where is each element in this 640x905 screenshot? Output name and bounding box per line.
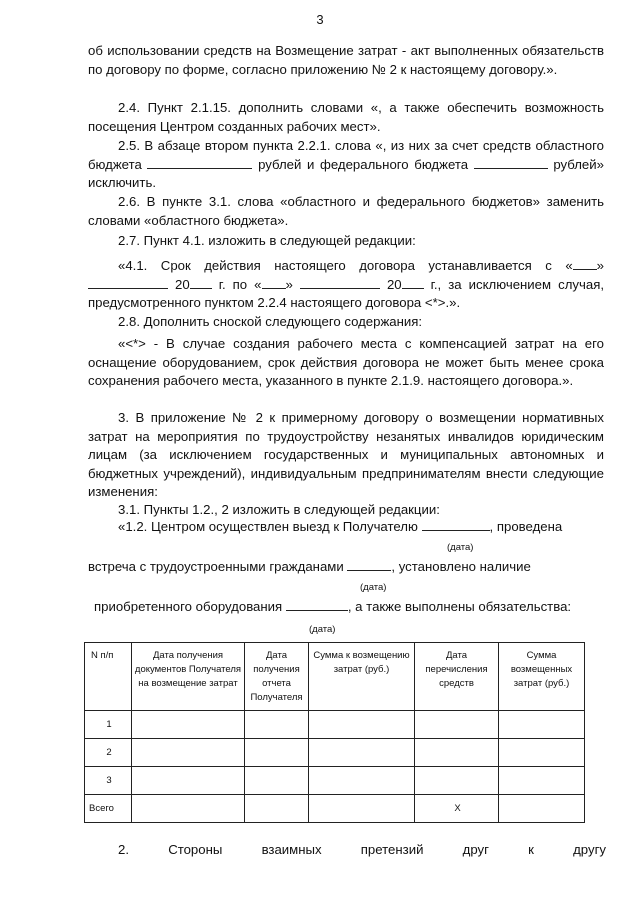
p25-text-a: 2.5. В абзаце втором пункта 2.2.1. слова «, из них за счет средств областного бюджета: [88, 138, 604, 172]
blank-visit-date: [422, 518, 490, 531]
paragraph-2-7: 2.7. Пункт 4.1. изложить в следующей редакции:: [118, 233, 416, 248]
blank-end-year: [402, 276, 424, 289]
p41-text-c: 20: [175, 276, 190, 292]
table-cell: [499, 795, 585, 823]
table-cell: [245, 711, 309, 739]
final-word: друг: [462, 842, 489, 857]
table-cell: [245, 767, 309, 795]
final-word: взаимных: [261, 842, 322, 857]
final-word: претензий: [360, 842, 424, 857]
table-cell: [415, 767, 499, 795]
blank-start-day: [573, 257, 597, 270]
table-cell: 3: [85, 767, 132, 795]
p41-text-d: г. по «: [218, 276, 262, 292]
table-cell-x-mark: X: [415, 795, 499, 823]
table-row: [85, 739, 585, 767]
table-cell: [309, 767, 415, 795]
p41-text-g: г., за исключением случая, предусмотренного пунктом 2.2.4 настоящего договора <*>.».: [88, 276, 605, 310]
blank-end-day: [262, 276, 286, 289]
table-cell-total-label: Всего: [85, 795, 132, 823]
meeting-text-a: встреча с трудоустроенными гражданами: [88, 559, 344, 574]
table-header-row: [85, 643, 585, 711]
blank-equipment-date: [286, 598, 348, 611]
blank-regional-budget: [147, 156, 252, 169]
paragraph-2-8: 2.8. Дополнить сноской следующего содержания:: [118, 314, 423, 329]
equipment-text-a: приобретенного оборудования: [94, 599, 283, 614]
blank-meeting-date: [347, 558, 391, 571]
table-cell: [415, 711, 499, 739]
date-caption-1: (дата): [447, 542, 474, 553]
table-cell: [415, 739, 499, 767]
table-cell: [309, 795, 415, 823]
p25-text-c: рублей» исключить.: [88, 156, 604, 190]
meeting-text-b: , установлено наличие: [391, 559, 531, 574]
paragraph-2-6: 2.6. В пункте 3.1. слова «областного и федерального бюджетов» заменить словами «областного бюджета».: [88, 194, 604, 228]
final-word: Стороны: [168, 842, 223, 857]
table-cell: 2: [85, 739, 132, 767]
page-number: 3: [316, 12, 324, 27]
final-word: 2.: [118, 842, 129, 857]
col-header-docs-date: Дата получения документов Получателя на возмещение затрат: [132, 643, 245, 711]
col-header-report-date: Дата получения отчета Получателя: [245, 643, 309, 711]
paragraph-equipment: [94, 598, 606, 617]
paragraph-3-1: 3.1. Пункты 1.2., 2 изложить в следующей редакции:: [118, 502, 440, 517]
paragraph-4-1: [88, 257, 604, 313]
paragraph-footnote: «<*> - В случае создания рабочего места с компенсацией затрат на его оснащение оборудованием, срок действия договора не может быть менее срока сохранения рабочего места, указанного в пункте 2.1.9. настоящего договора.».: [88, 336, 604, 388]
col-header-number: N п/п: [85, 643, 132, 711]
table-row: [85, 767, 585, 795]
table-cell: [309, 711, 415, 739]
final-word: другу: [573, 842, 606, 857]
p12-text-a: «1.2. Центром осуществлен выезд к Получателю: [118, 519, 418, 534]
table-cell: [132, 739, 245, 767]
paragraph-2-4: 2.4. Пункт 2.1.15. дополнить словами «, а также обеспечить возможность посещения Центром созданных рабочих мест».: [88, 100, 604, 134]
paragraph-1-2: [88, 518, 604, 537]
paragraph-1: об использовании средств на Возмещение затрат - акт выполненных обязательств по договору по форме, согласно приложению № 2 к настоящему договору.».: [88, 43, 604, 77]
table-cell: [132, 795, 245, 823]
p41-text-f: 20: [386, 276, 402, 292]
p12-text-b: , проведена: [489, 519, 563, 534]
equipment-text-b: , а также выполнены обязательства:: [347, 599, 572, 614]
table-cell: [499, 767, 585, 795]
final-word: к: [528, 842, 534, 857]
paragraph-meeting: [88, 558, 604, 577]
p25-text-b: рублей и федерального бюджета: [258, 156, 469, 172]
blank-start-month: [88, 276, 168, 289]
paragraph-3: 3. В приложение № 2 к примерному договору о возмещении нормативных затрат на мероприятия по трудоустройству незанятых инвалидов юридическим лицам (за исключением государственных и муниципальных автономных и бюджетных учреждений), индивидуальным предпринимателям внести следующие изменения:: [88, 410, 604, 499]
final-line: [118, 842, 606, 857]
table-cell: 1: [85, 711, 132, 739]
table-cell: [245, 739, 309, 767]
table-cell: [245, 795, 309, 823]
p41-text-b: »: [596, 258, 604, 273]
reimbursement-table: [84, 642, 585, 823]
date-caption-3: (дата): [309, 624, 336, 635]
table-cell: [499, 711, 585, 739]
table-cell: [499, 739, 585, 767]
table-cell: [309, 739, 415, 767]
blank-federal-budget: [474, 156, 548, 169]
blank-start-year: [190, 276, 212, 289]
col-header-transfer-date: Дата перечисления средств: [415, 643, 499, 711]
table-row-total: [85, 795, 585, 823]
col-header-amount-paid: Сумма возмещенных затрат (руб.): [499, 643, 585, 711]
paragraph-2-5: [88, 137, 604, 193]
table-cell: [132, 711, 245, 739]
table-row: [85, 711, 585, 739]
table-cell: [132, 767, 245, 795]
date-caption-2: (дата): [360, 582, 387, 593]
p41-text-e: »: [285, 276, 293, 292]
blank-end-month: [300, 276, 380, 289]
col-header-amount-due: Сумма к возмещению затрат (руб.): [309, 643, 415, 711]
p41-text-a: «4.1. Срок действия настоящего договора устанавливается с «: [118, 258, 573, 273]
